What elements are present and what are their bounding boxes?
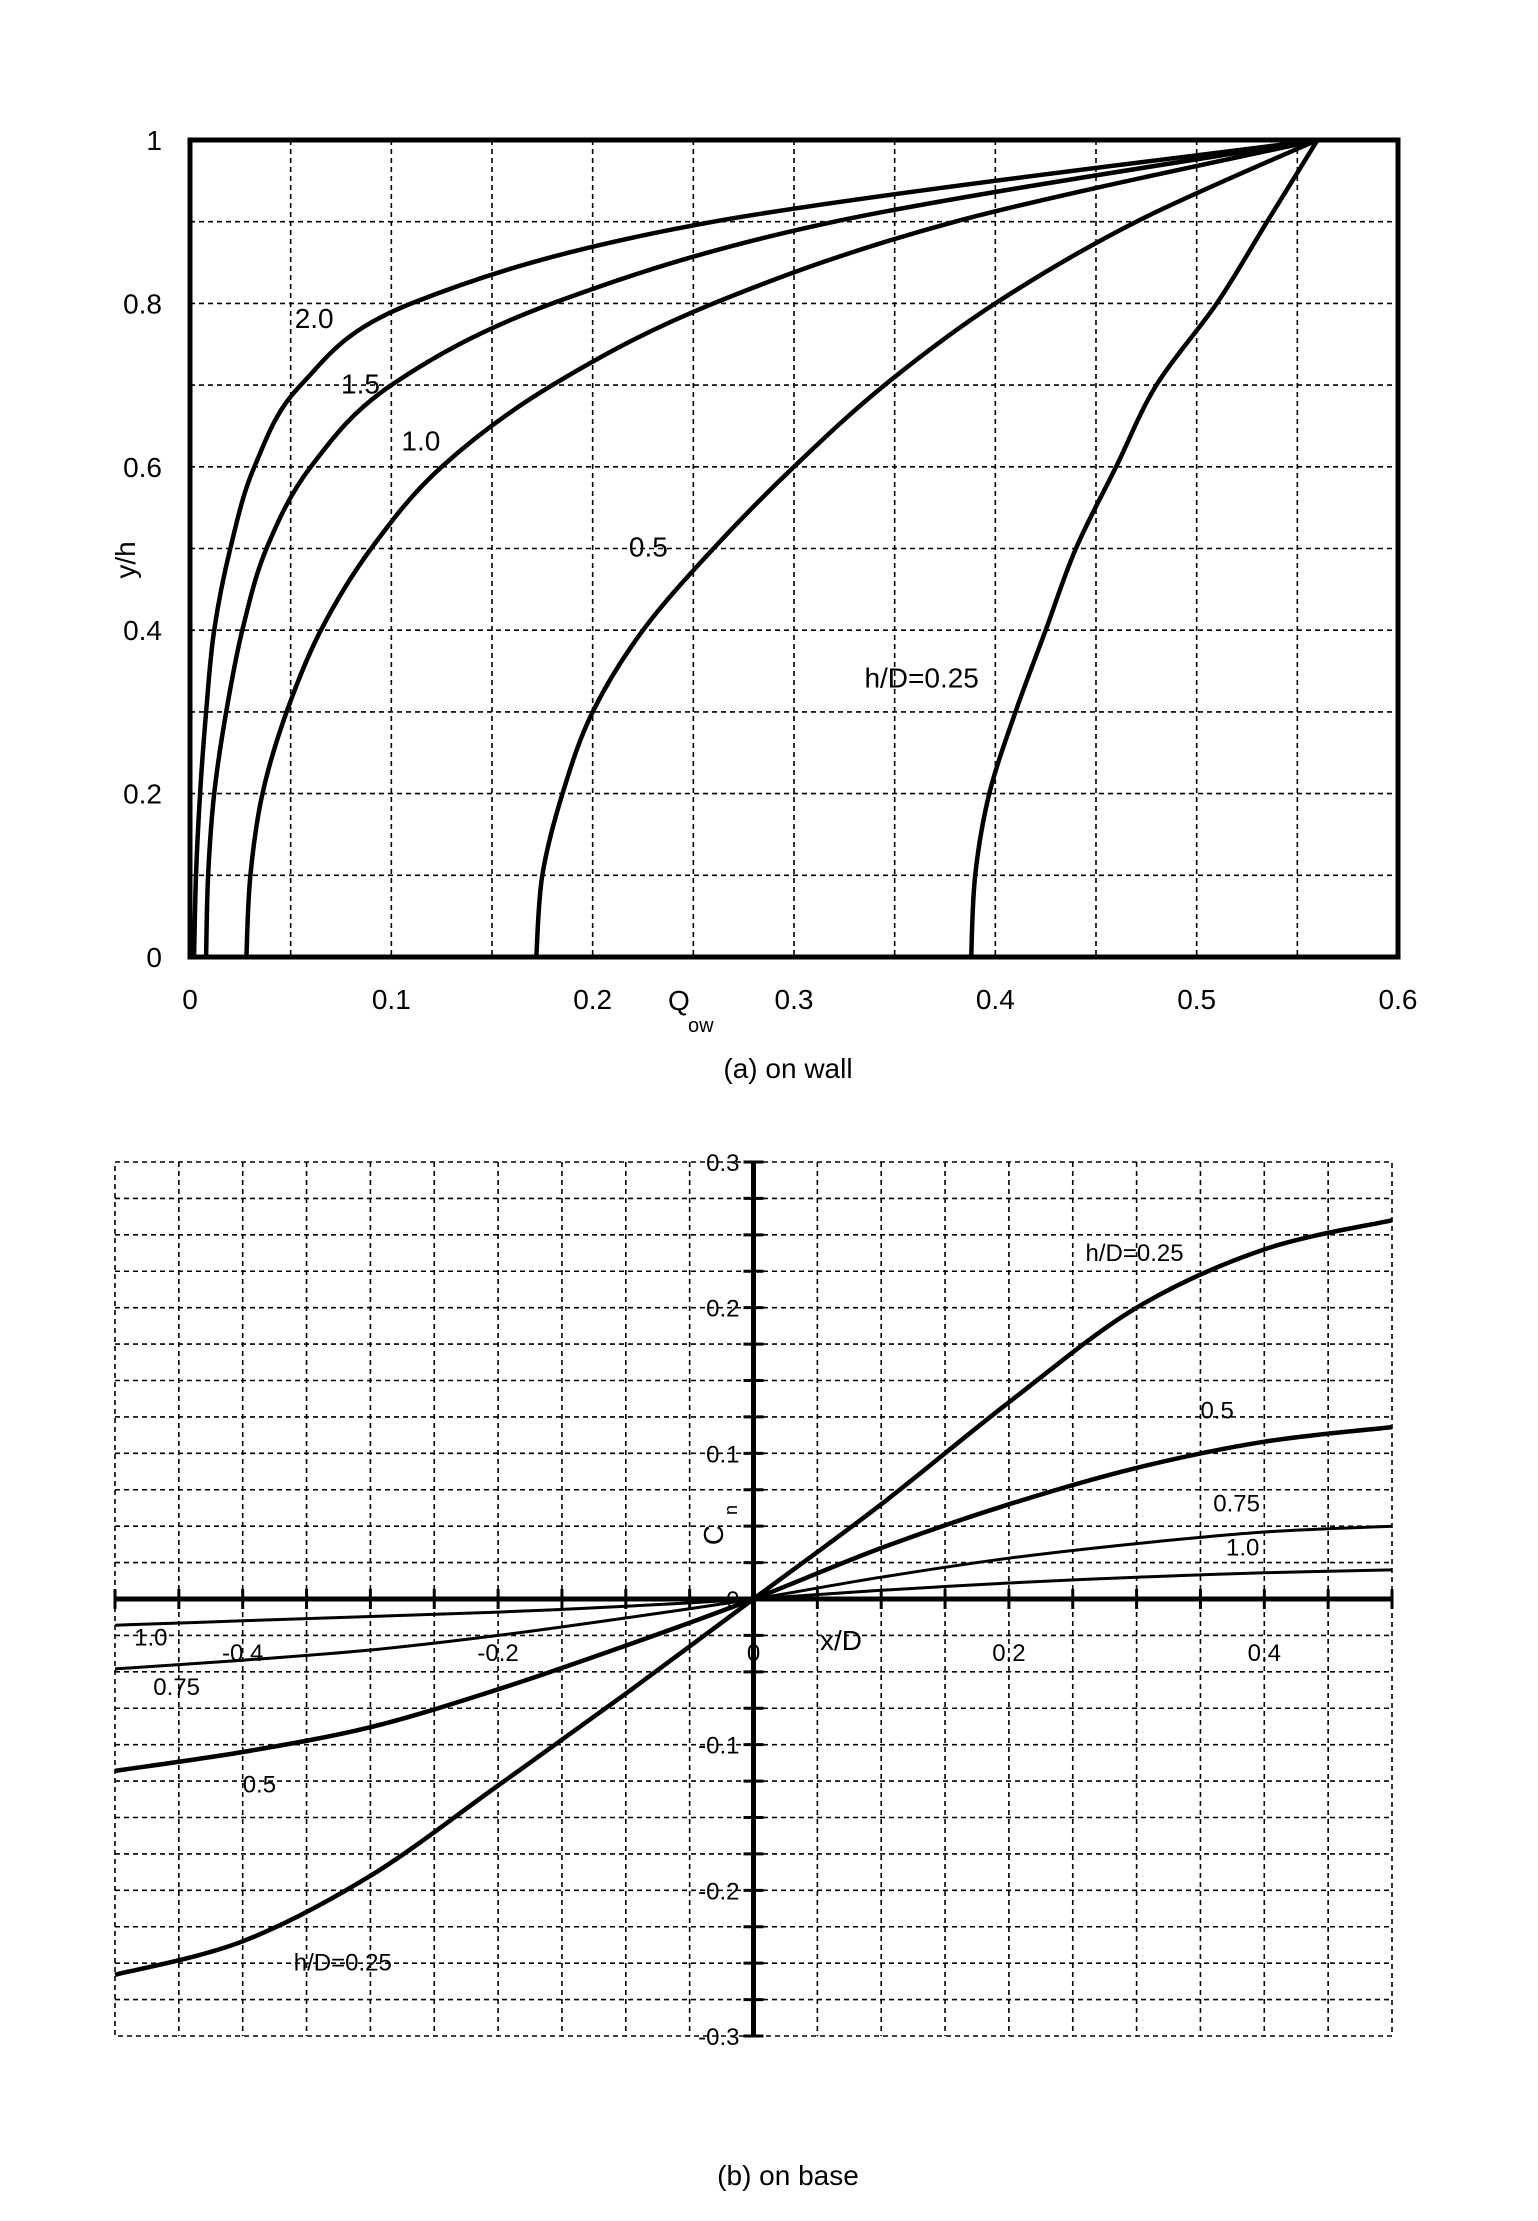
curve-label: 0.75 [1213, 1490, 1260, 1518]
curve-label: 1.0 [401, 425, 441, 457]
y-tick-label: 0.2 [706, 1295, 740, 1323]
x-tick-label: 0.3 [774, 984, 814, 1015]
x-tick-label: 0.1 [371, 984, 411, 1015]
panel-a-xlabel-subscript: ow [688, 1015, 714, 1037]
x-tick-label: 0.2 [573, 984, 613, 1015]
panel-a-ticks [123, 125, 1417, 1015]
y-tick-label: 0 [146, 942, 162, 973]
panel-a-wall-chart [110, 125, 1417, 1084]
curve-label: 2.0 [294, 302, 334, 334]
curve-label: h/D=0.25 [293, 1949, 392, 1977]
y-tick-label: 0.2 [123, 778, 162, 810]
y-tick-label: 0.1 [706, 1441, 740, 1469]
y-tick-label: -0.2 [698, 1878, 740, 1906]
curve-label: 1.5 [341, 368, 380, 400]
x-tick-label: 0 [746, 1640, 761, 1667]
panel-b-ylabel: C [698, 1524, 729, 1546]
panel-b-xlabel: x/D [820, 1625, 862, 1656]
curve-label: h/D=0.25 [864, 662, 979, 694]
panel-b-base-chart [115, 1150, 1392, 2191]
x-tick-label: 0.4 [975, 984, 1015, 1015]
x-tick-label: 0.4 [1247, 1640, 1281, 1667]
y-tick-label: 0.8 [123, 288, 162, 320]
y-tick-label: 1 [146, 125, 162, 156]
panel-a-xlabel: Q [668, 985, 690, 1016]
x-tick-label: 0.2 [992, 1640, 1026, 1667]
y-tick-label: 0.6 [123, 451, 162, 483]
panel-a-caption: (a) on wall [723, 1053, 853, 1084]
x-tick-label: 0 [182, 984, 198, 1015]
curve-label: 0.5 [242, 1771, 277, 1799]
panel-b-ylabel-subscript: n [721, 1504, 741, 1515]
x-tick-label: 0.6 [1378, 984, 1418, 1015]
panel-a-ylabel: y/h [110, 541, 141, 579]
y-tick-label: -0.3 [698, 2024, 740, 2051]
curve-label: h/D=0.25 [1085, 1240, 1184, 1268]
curve-label: 0.75 [153, 1674, 201, 1702]
curve-label: 0.5 [628, 531, 668, 563]
y-tick-label: -0.1 [698, 1732, 740, 1760]
x-tick-label: 0.5 [1177, 984, 1217, 1015]
panel-b-caption: (b) on base [717, 2160, 859, 2191]
curve-label: 1.0 [134, 1624, 168, 1652]
x-tick-label: -0.2 [477, 1640, 519, 1667]
x-tick-label: -0.4 [222, 1640, 264, 1667]
y-tick-label: 0.3 [706, 1150, 740, 1177]
y-tick-label: 0.4 [123, 615, 162, 647]
y-tick-label: 0 [726, 1587, 740, 1614]
panel-a-curve-labels [295, 303, 979, 693]
curve-label: 1.0 [1225, 1534, 1260, 1562]
curve-label: 0.5 [1200, 1397, 1234, 1425]
